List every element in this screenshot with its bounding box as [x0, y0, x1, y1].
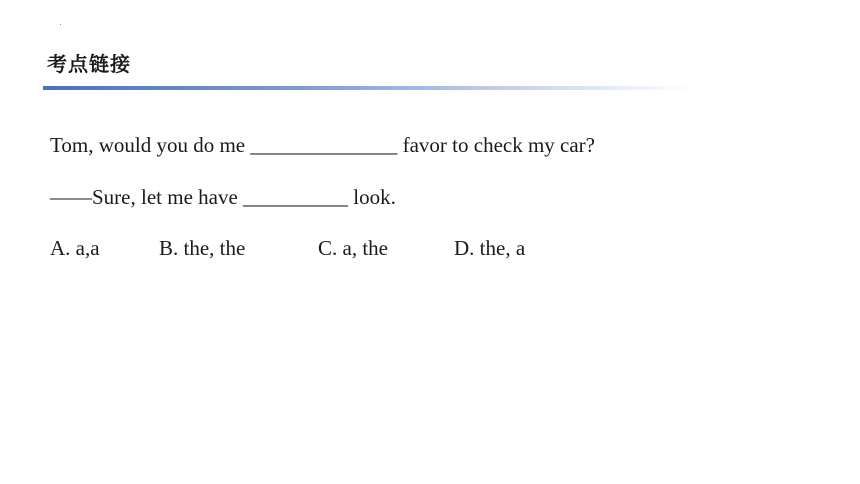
- option-a: A. a,a: [50, 236, 100, 260]
- option-d: D. the, a: [454, 236, 526, 260]
- question-line-2: ——Sure, let me have __________ look.: [50, 185, 396, 209]
- decorative-dot: [60, 24, 61, 25]
- page-title: 考点链接: [47, 52, 131, 76]
- answer-options: [0, 236, 860, 266]
- question-line-1: Tom, would you do me ______________ favor to check my car?: [50, 133, 595, 157]
- option-c: C. a, the: [318, 236, 388, 260]
- option-b: B. the, the: [159, 236, 246, 260]
- title-underline-rule: [43, 86, 693, 90]
